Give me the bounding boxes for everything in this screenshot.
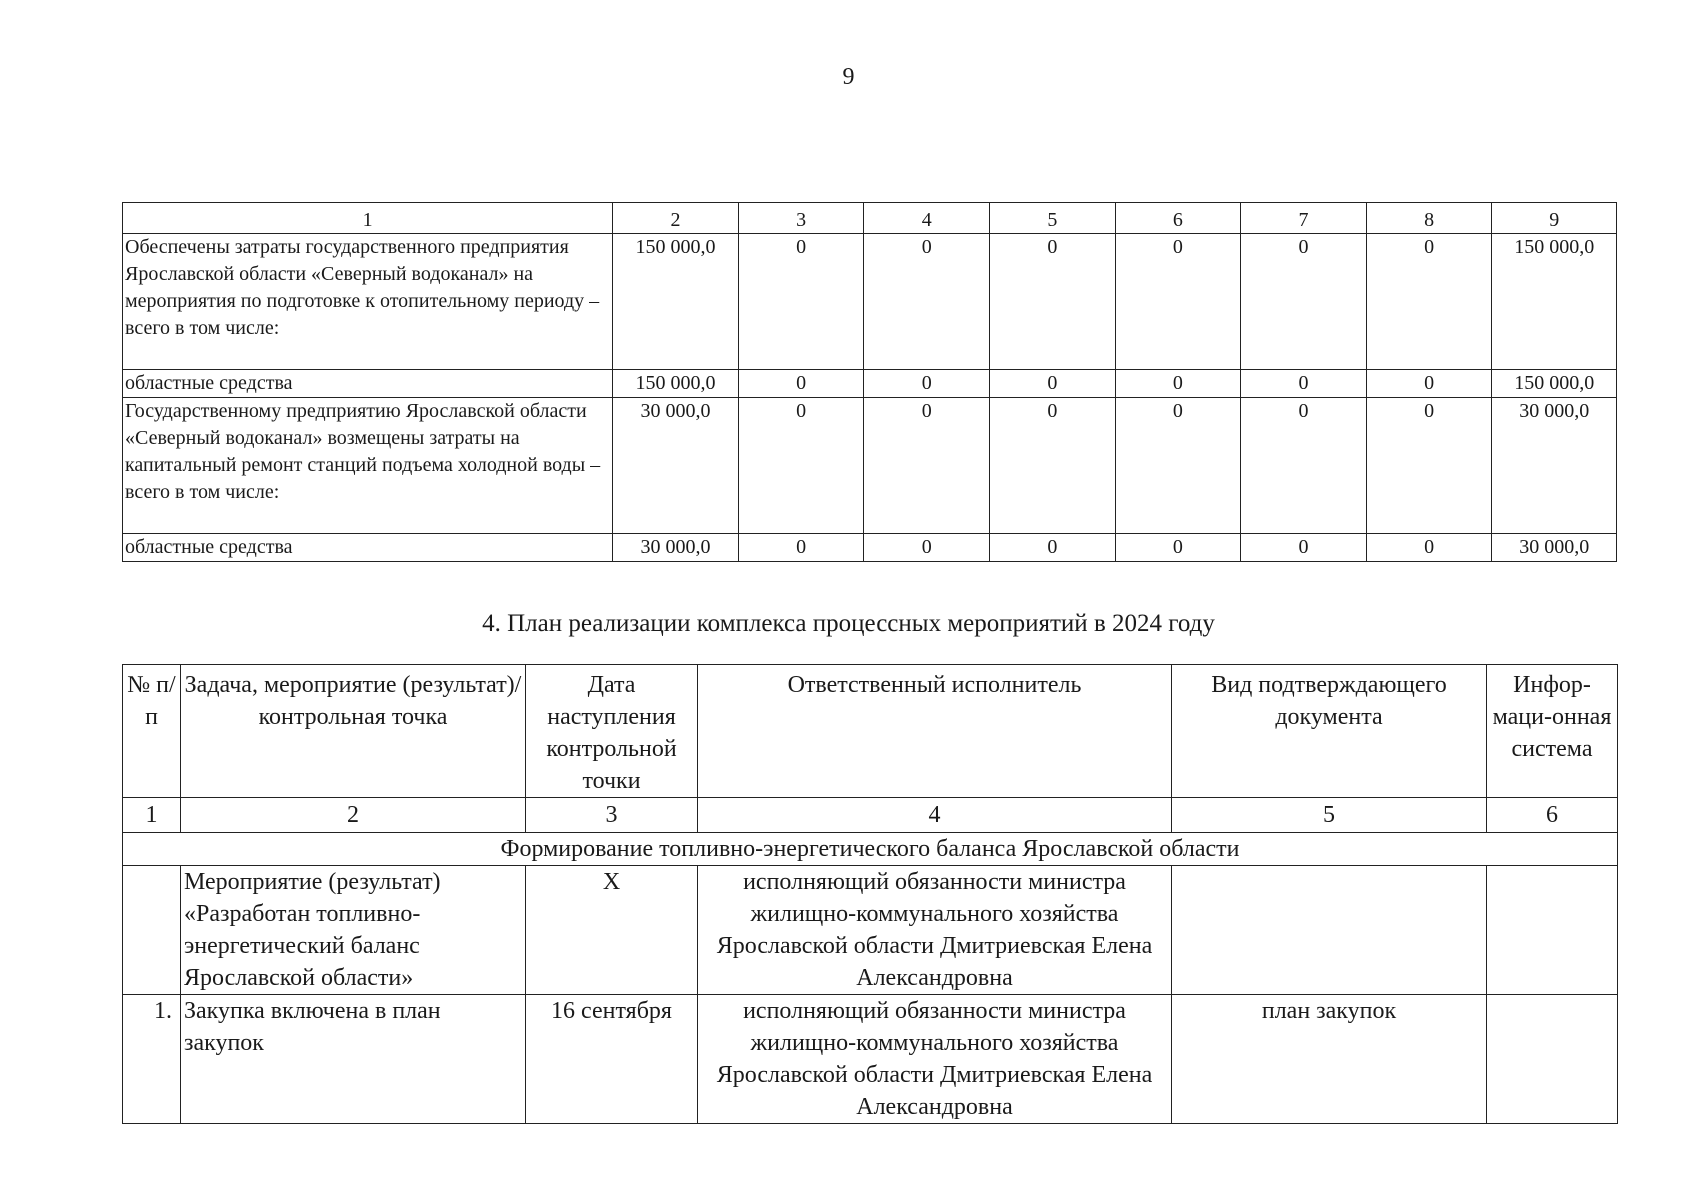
column-number: 6 — [1487, 798, 1618, 833]
column-number: 8 — [1366, 203, 1492, 234]
cell-value: 0 — [864, 534, 990, 562]
row-number: 1. — [123, 995, 181, 1124]
cell-value: 30 000,0 — [1492, 534, 1617, 562]
table-row — [123, 995, 1618, 1124]
system-cell — [1487, 866, 1618, 995]
cell-value: 30 000,0 — [613, 534, 739, 562]
table-row — [123, 866, 1618, 995]
task-cell: Закупка включена в план закупок — [181, 995, 526, 1124]
executor-cell: исполняющий обязанности министра жилищно-коммунального хозяйства Ярославской области Дмитриевская Елена Александровна — [698, 866, 1172, 995]
header-cell: Инфор-маци-онная система — [1487, 665, 1618, 798]
header-cell: Ответственный исполнитель — [698, 665, 1172, 798]
cell-value: 0 — [1366, 534, 1492, 562]
column-number: 1 — [123, 203, 613, 234]
cell-value: 150 000,0 — [613, 234, 739, 370]
column-number: 2 — [613, 203, 739, 234]
cell-value: 30 000,0 — [613, 398, 739, 534]
cell-value: 30 000,0 — [1492, 398, 1617, 534]
task-cell: Мероприятие (результат) «Разработан топливно-энергетический баланс Ярославской области» — [181, 866, 526, 995]
cell-value: 0 — [1241, 234, 1367, 370]
cell-value: 0 — [1366, 398, 1492, 534]
table-header-row — [123, 203, 1617, 234]
column-number: 5 — [1172, 798, 1487, 833]
row-name: областные средства — [123, 534, 613, 562]
cell-value: 0 — [1115, 534, 1241, 562]
column-number: 3 — [738, 203, 864, 234]
row-name: Государственному предприятию Ярославской области «Северный водоканал» возмещены затраты на капитальный ремонт станций подъема холодной воды – всего в том числе: — [123, 398, 613, 534]
cell-value: 0 — [1241, 534, 1367, 562]
header-cell: Дата наступления контрольной точки — [526, 665, 698, 798]
table-row — [123, 534, 1617, 562]
cell-value: 0 — [864, 234, 990, 370]
plan-table — [122, 664, 1618, 1124]
section-title: 4. План реализации комплекса процессных мероприятий в 2024 году — [482, 610, 1215, 637]
cell-value: 0 — [1366, 370, 1492, 398]
cell-value: 0 — [1241, 398, 1367, 534]
header-cell: Вид подтверждающего документа — [1172, 665, 1487, 798]
header-cell: № п/п — [123, 665, 181, 798]
cell-value: 150 000,0 — [613, 370, 739, 398]
cell-value: 0 — [1115, 398, 1241, 534]
column-numbers-row — [123, 798, 1618, 833]
table-row — [123, 234, 1617, 370]
cell-value: 0 — [738, 370, 864, 398]
document-cell: план закупок — [1172, 995, 1487, 1124]
table-row — [123, 398, 1617, 534]
cell-value: 0 — [738, 398, 864, 534]
cell-value: 0 — [990, 234, 1116, 370]
table-row — [123, 370, 1617, 398]
cell-value: 0 — [990, 398, 1116, 534]
row-name: областные средства — [123, 370, 613, 398]
column-number: 5 — [990, 203, 1116, 234]
cell-value: 0 — [1366, 234, 1492, 370]
cell-value: 0 — [1115, 370, 1241, 398]
date-cell: 16 сентября — [526, 995, 698, 1124]
document-cell — [1172, 866, 1487, 995]
cell-value: 150 000,0 — [1492, 234, 1617, 370]
cell-value: 0 — [738, 534, 864, 562]
executor-cell: исполняющий обязанности министра жилищно-коммунального хозяйства Ярославской области Дмитриевская Елена Александровна — [698, 995, 1172, 1124]
cell-value: 0 — [1115, 234, 1241, 370]
column-number: 2 — [181, 798, 526, 833]
column-number: 6 — [1115, 203, 1241, 234]
column-number: 7 — [1241, 203, 1367, 234]
cell-value: 0 — [864, 398, 990, 534]
page-number: 9 — [842, 64, 855, 90]
column-number: 9 — [1492, 203, 1617, 234]
row-number — [123, 866, 181, 995]
column-number: 3 — [526, 798, 698, 833]
financing-table — [122, 202, 1617, 562]
column-number: 4 — [864, 203, 990, 234]
cell-value: 0 — [738, 234, 864, 370]
column-number: 1 — [123, 798, 181, 833]
cell-value: 0 — [990, 534, 1116, 562]
cell-value: 0 — [1241, 370, 1367, 398]
cell-value: 0 — [864, 370, 990, 398]
row-name: Обеспечены затраты государственного предприятия Ярославской области «Северный водоканал» на мероприятия по подготовке к отопительному периоду – всего в том числе: — [123, 234, 613, 370]
header-cell: Задача, мероприятие (результат)/ контрольная точка — [181, 665, 526, 798]
cell-value: 150 000,0 — [1492, 370, 1617, 398]
date-cell: X — [526, 866, 698, 995]
section-row — [123, 833, 1618, 866]
table-header-row — [123, 665, 1618, 798]
column-number: 4 — [698, 798, 1172, 833]
cell-value: 0 — [990, 370, 1116, 398]
section-heading: Формирование топливно-энергетического баланса Ярославской области — [123, 833, 1618, 866]
system-cell — [1487, 995, 1618, 1124]
